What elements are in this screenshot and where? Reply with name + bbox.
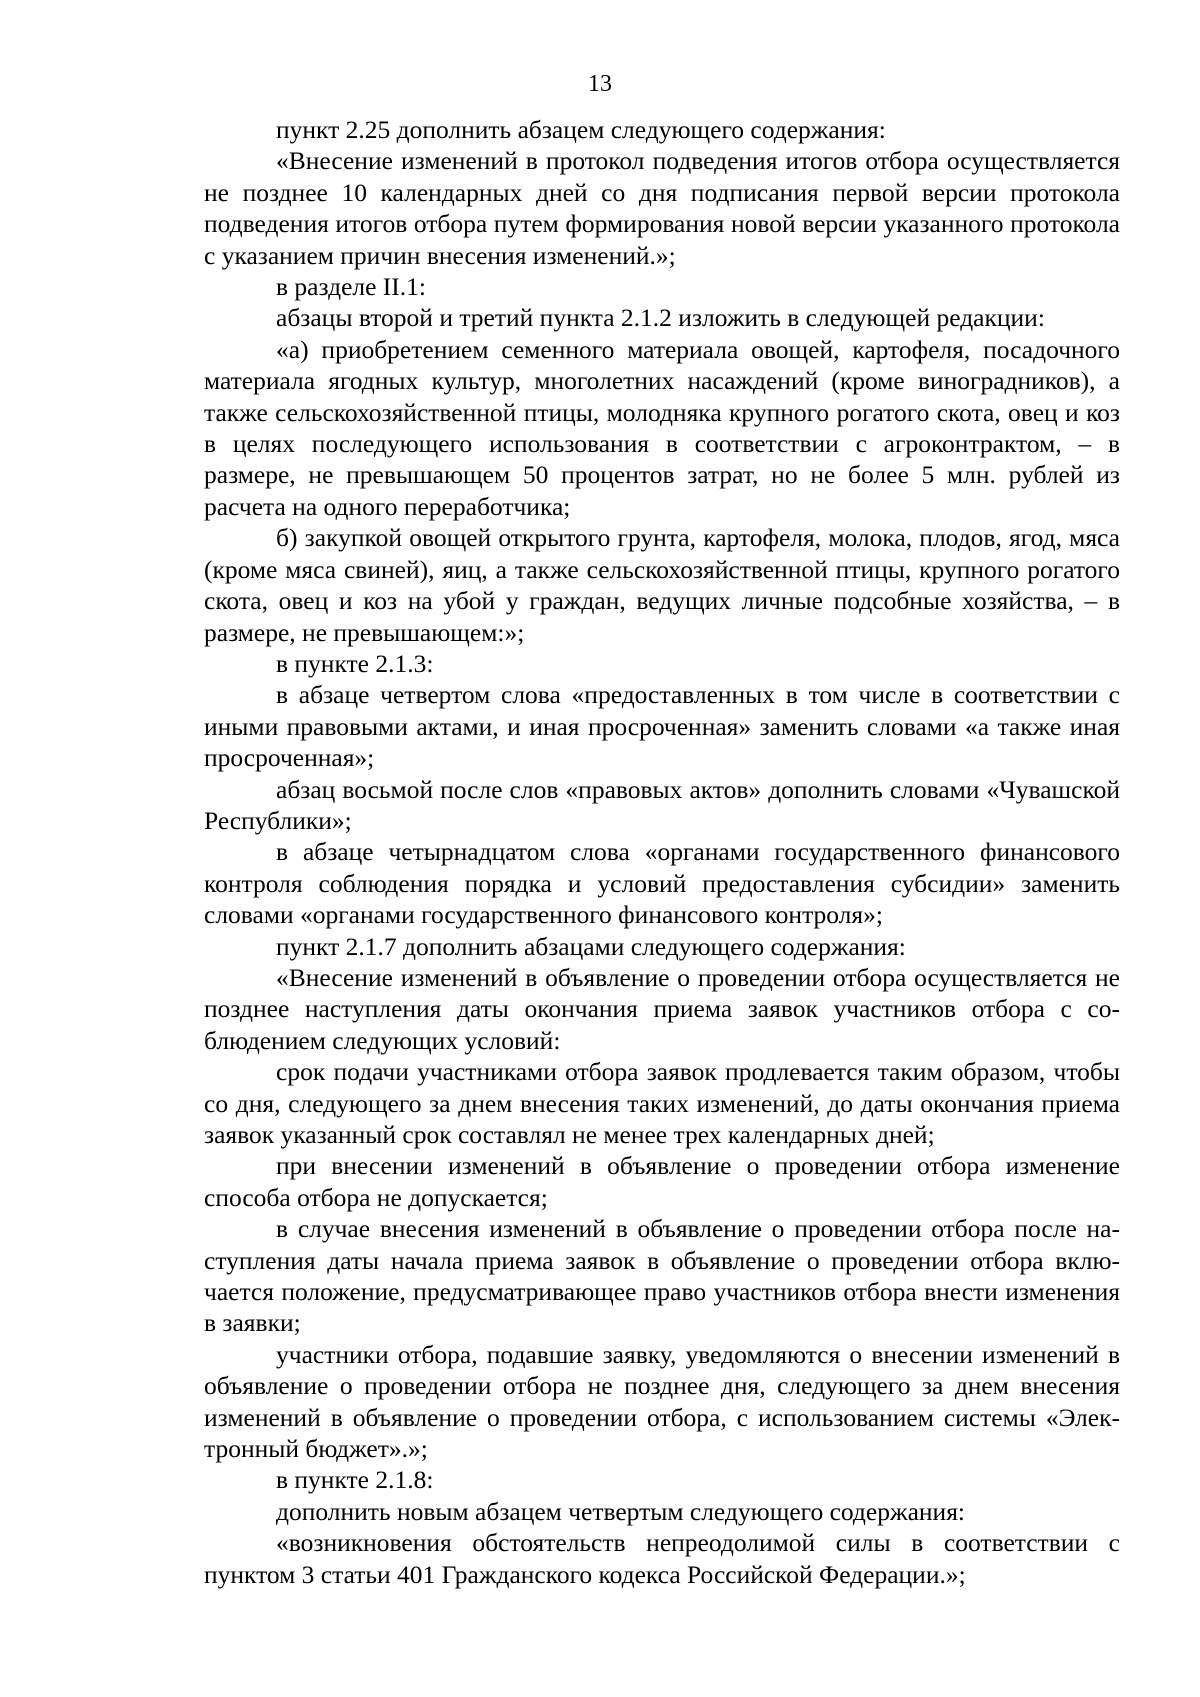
paragraph: в пункте 2.1.8: (276, 1465, 434, 1495)
paragraph: дополнить новым абзацем четвертым следующего содержания: (276, 1496, 966, 1526)
paragraph: «а) приобретением семенного материала овощей, картофеля, посадочного материала ягодных культур, многолетних насаждений (кроме виноградников), а также сельскохозяйственной птицы, молодняка крупного рогатого скота, овец и коз в целях последующего использования в соответствии с агроконтрактом, – в размере, не превышающем 50 процентов затрат, но не более 5 млн. рублей из расчета на одного переработчика; (204, 334, 1120, 521)
paragraph: в абзаце четвертом слова «предоставленных в том числе в соответствии с иными правовыми актами, и иная просроченная» заменить словами «а также иная просроченная»; (204, 680, 1120, 773)
paragraph: абзац восьмой после слов «правовых актов» дополнить словами «Чувашской Республики»; (204, 774, 1120, 835)
paragraph: «Внесение изменений в протокол подведения итогов отбора осуществляется не позднее 10 календарных дней со дня подписания первой версии протокола подведения итогов отбора путем формирования новой версии указанного протокола с указанием причин внесения изменений.»; (204, 146, 1120, 270)
paragraph: в случае внесения изменений в объявление о проведении отбора после наступления даты начала приема заявок в объявление о проведении отбора включается положение, предусматривающее право участников отбора внести изменения в заявки; (204, 1214, 1120, 1338)
paragraph: пункт 2.25 дополнить абзацем следующего содержания: (276, 115, 886, 144)
paragraph: «возникновения обстоятельств непреодолимой силы в соответствии с пунктом 3 статьи 401 Гражданского кодекса Российской Федерации.»; (204, 1528, 1120, 1589)
page-number: 13 (588, 71, 612, 97)
paragraph: при внесении изменений в объявление о проведении отбора изменение способа отбора не допускается; (204, 1151, 1120, 1212)
paragraph: в абзаце четырнадцатом слова «органами государственного финансового контроля соблюдения порядка и условий предоставления субсидии» заменить словами «органами государственного финансового контроля»; (204, 837, 1120, 930)
paragraph: в разделе II.1: (276, 272, 426, 302)
paragraph: срок подачи участниками отбора заявок продлевается таким образом, чтобы со дня, следующего за днем внесения таких изменений, до даты окончания приема заявок указанный срок составлял не менее трех календарных дней; (204, 1057, 1120, 1149)
paragraph: «Внесение изменений в объявление о проведении отбора осуществляется не позднее наступления даты окончания приема заявок участников отбора с соблюдением следующих условий: (204, 962, 1120, 1055)
paragraph: пункт 2.1.7 дополнить абзацами следующего содержания: (276, 931, 906, 961)
paragraph: б) закупкой овощей открытого грунта, картофеля, молока, плодов, ягод, мяса (кроме мяса свиней), яиц, а также сельскохозяйственной птицы, крупного рогатого скота, овец и коз на убой у граждан, ведущих личные подсобные хозяйства, – в размере, не превышающем:»; (204, 523, 1120, 647)
paragraph: абзацы второй и третий пункта 2.1.2 изложить в следующей редакции: (276, 303, 1045, 333)
paragraph: в пункте 2.1.3: (276, 648, 434, 678)
document-body (204, 114, 1120, 1590)
paragraph: участники отбора, подавшие заявку, уведомляются о внесении изменений в объявление о проведении отбора не позднее дня, следующего за днем внесения изменений в объявление о проведении отбора, с использованием системы «Электронный бюджет».»; (204, 1339, 1120, 1464)
